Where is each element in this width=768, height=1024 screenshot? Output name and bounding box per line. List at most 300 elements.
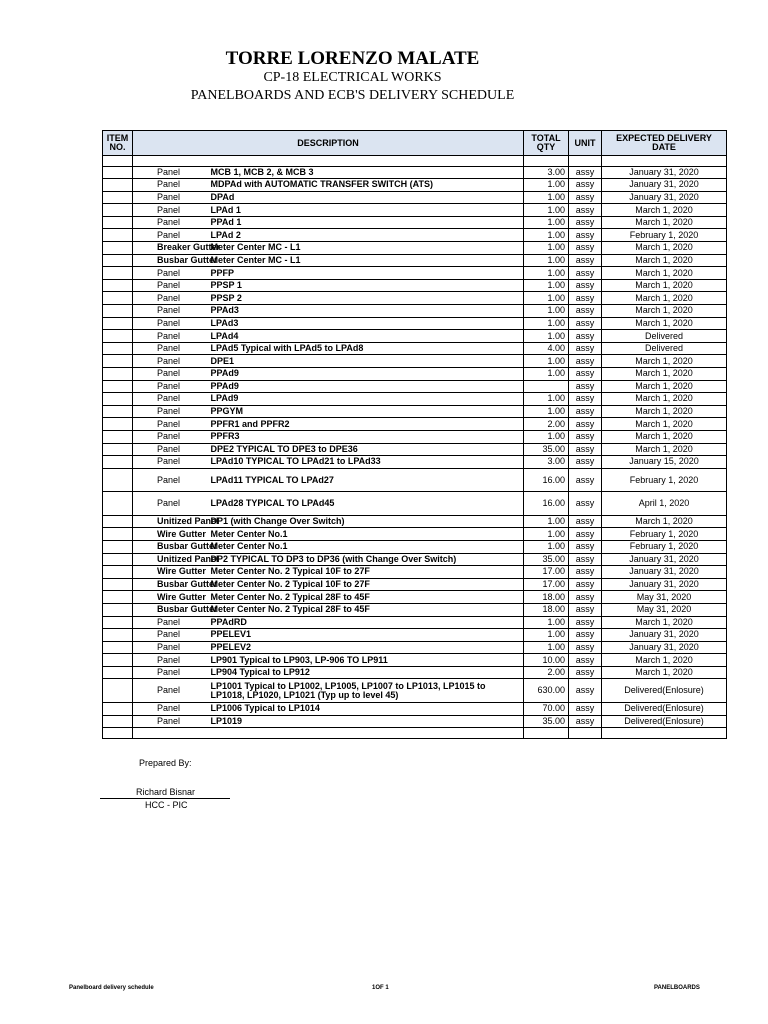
qty-cell: 1.00 (524, 393, 569, 406)
description-cell: Meter Center No. 2 Typical 10F to 27F (208, 578, 524, 591)
category-cell: Unitized Panel (133, 515, 208, 528)
table-row (103, 317, 727, 330)
category-cell: Panel (133, 430, 208, 443)
unit-cell: assy (569, 715, 602, 728)
category-cell: Panel (133, 468, 208, 492)
category-cell: Panel (133, 641, 208, 654)
qty-cell (524, 380, 569, 393)
table-row (103, 380, 727, 393)
item-no-cell (103, 380, 133, 393)
unit-cell: assy (569, 305, 602, 318)
item-no-cell (103, 553, 133, 566)
unit-cell: assy (569, 641, 602, 654)
category-cell: Panel (133, 279, 208, 292)
qty-cell: 10.00 (524, 654, 569, 667)
unit-cell: assy (569, 405, 602, 418)
item-no-cell (103, 292, 133, 305)
unit-cell: assy (569, 629, 602, 642)
table-row (103, 666, 727, 679)
qty-cell: 1.00 (524, 629, 569, 642)
delivery-date-cell: February 1, 2020 (602, 540, 727, 553)
item-no-cell (103, 216, 133, 229)
table-row (103, 254, 727, 267)
description-cell: Meter Center MC - L1 (208, 254, 524, 267)
delivery-date-cell: January 15, 2020 (602, 456, 727, 469)
delivery-date-cell: January 31, 2020 (602, 566, 727, 579)
table-row (103, 418, 727, 431)
delivery-date-cell: Delivered(Enlosure) (602, 715, 727, 728)
delivery-date-cell: May 31, 2020 (602, 603, 727, 616)
delivery-date-cell: February 1, 2020 (602, 528, 727, 541)
unit-cell: assy (569, 702, 602, 715)
item-no-cell (103, 267, 133, 280)
table-body (103, 156, 727, 739)
qty-cell: 1.00 (524, 254, 569, 267)
description-cell: LP1006 Typical to LP1014 (208, 702, 524, 715)
table-row (103, 191, 727, 204)
description-cell: DP1 (with Change Over Switch) (208, 515, 524, 528)
description-cell: LPAd9 (208, 393, 524, 406)
table-row (103, 654, 727, 667)
unit-cell: assy (569, 654, 602, 667)
qty-cell: 3.00 (524, 456, 569, 469)
unit-cell: assy (569, 355, 602, 368)
delivery-date-cell: January 31, 2020 (602, 553, 727, 566)
unit-cell: assy (569, 666, 602, 679)
unit-cell: assy (569, 456, 602, 469)
qty-cell: 2.00 (524, 418, 569, 431)
item-no-cell (103, 229, 133, 242)
item-no-cell (103, 355, 133, 368)
description-cell: LP904 Typical to LP912 (208, 666, 524, 679)
delivery-date-cell: March 1, 2020 (602, 355, 727, 368)
category-cell: Panel (133, 380, 208, 393)
item-no-cell (103, 566, 133, 579)
qty-cell: 1.00 (524, 330, 569, 343)
qty-cell: 1.00 (524, 405, 569, 418)
delivery-date-cell: March 1, 2020 (602, 405, 727, 418)
item-no-cell (103, 715, 133, 728)
category-cell: Busbar Gutter (133, 578, 208, 591)
table-row (103, 267, 727, 280)
delivery-date-cell: March 1, 2020 (602, 242, 727, 255)
qty-cell: 70.00 (524, 702, 569, 715)
category-cell: Panel (133, 330, 208, 343)
qty-cell: 3.00 (524, 166, 569, 179)
description-cell: PPAd 1 (208, 216, 524, 229)
qty-cell: 1.00 (524, 540, 569, 553)
description-cell: PPFR3 (208, 430, 524, 443)
delivery-date-cell: March 1, 2020 (602, 204, 727, 217)
delivery-date-cell: March 1, 2020 (602, 443, 727, 456)
category-cell: Breaker Gutter (133, 242, 208, 255)
description-cell: Meter Center No. 2 Typical 10F to 27F (208, 566, 524, 579)
qty-cell: 1.00 (524, 355, 569, 368)
description-cell: LPAd3 (208, 317, 524, 330)
delivery-date-cell: March 1, 2020 (602, 666, 727, 679)
item-no-cell (103, 492, 133, 516)
description-cell: PPAdRD (208, 616, 524, 629)
delivery-date-cell: March 1, 2020 (602, 254, 727, 267)
table-row (103, 216, 727, 229)
delivery-date-cell: February 1, 2020 (602, 468, 727, 492)
table-row (103, 279, 727, 292)
table-row (103, 166, 727, 179)
delivery-date-cell: March 1, 2020 (602, 267, 727, 280)
document-subtitle: CP-18 ELECTRICAL WORKS (263, 70, 442, 85)
description-cell: Meter Center No. 2 Typical 28F to 45F (208, 591, 524, 604)
category-cell: Panel (133, 715, 208, 728)
table-row (103, 553, 727, 566)
unit-cell: assy (569, 578, 602, 591)
unit-cell: assy (569, 430, 602, 443)
item-no-cell (103, 528, 133, 541)
qty-cell: 4.00 (524, 342, 569, 355)
delivery-date-cell: Delivered (602, 330, 727, 343)
delivery-date-cell: March 1, 2020 (602, 368, 727, 381)
table-row (103, 540, 727, 553)
description-cell: PPFR1 and PPFR2 (208, 418, 524, 431)
unit-cell: assy (569, 393, 602, 406)
table-row (103, 229, 727, 242)
delivery-date-cell: April 1, 2020 (602, 492, 727, 516)
table-row (103, 629, 727, 642)
description-cell: DPAd (208, 191, 524, 204)
delivery-date-cell: January 31, 2020 (602, 166, 727, 179)
table-row (103, 679, 727, 703)
qty-cell: 1.00 (524, 368, 569, 381)
item-no-cell (103, 629, 133, 642)
category-cell: Panel (133, 317, 208, 330)
description-cell: PPAd3 (208, 305, 524, 318)
delivery-date-cell: January 31, 2020 (602, 578, 727, 591)
category-cell: Panel (133, 292, 208, 305)
item-no-cell (103, 515, 133, 528)
delivery-date-cell: January 31, 2020 (602, 629, 727, 642)
table-row (103, 368, 727, 381)
qty-cell: 35.00 (524, 715, 569, 728)
table-row (103, 515, 727, 528)
item-no-cell (103, 591, 133, 604)
unit-cell: assy (569, 553, 602, 566)
qty-cell: 1.00 (524, 616, 569, 629)
col-unit: UNIT (569, 131, 602, 156)
unit-cell: assy (569, 242, 602, 255)
category-cell: Panel (133, 666, 208, 679)
category-cell: Panel (133, 629, 208, 642)
category-cell: Panel (133, 216, 208, 229)
unit-cell: assy (569, 368, 602, 381)
description-cell: PPSP 2 (208, 292, 524, 305)
category-cell: Panel (133, 204, 208, 217)
col-total-qty: TOTAL QTY (524, 131, 569, 156)
qty-cell: 1.00 (524, 229, 569, 242)
qty-cell: 1.00 (524, 305, 569, 318)
item-no-cell (103, 456, 133, 469)
qty-cell: 18.00 (524, 591, 569, 604)
preparer-name: Richard Bisnar (136, 787, 196, 797)
item-no-cell (103, 418, 133, 431)
description-cell: Meter Center No.1 (208, 528, 524, 541)
item-no-cell (103, 468, 133, 492)
table-row (103, 330, 727, 343)
category-cell: Panel (133, 492, 208, 516)
table-row (103, 204, 727, 217)
item-no-cell (103, 430, 133, 443)
unit-cell: assy (569, 267, 602, 280)
category-cell: Panel (133, 179, 208, 192)
qty-cell: 1.00 (524, 204, 569, 217)
category-cell: Busbar Gutter (133, 254, 208, 267)
description-cell: LPAd5 Typical with LPAd5 to LPAd8 (208, 342, 524, 355)
description-cell: PPFP (208, 267, 524, 280)
unit-cell: assy (569, 229, 602, 242)
unit-cell: assy (569, 528, 602, 541)
table-row (103, 443, 727, 456)
table-row (103, 528, 727, 541)
unit-cell: assy (569, 679, 602, 703)
preparer-role: HCC - PIC (145, 800, 188, 810)
item-no-cell (103, 616, 133, 629)
qty-cell: 35.00 (524, 443, 569, 456)
qty-cell: 16.00 (524, 468, 569, 492)
description-cell: LPAd 2 (208, 229, 524, 242)
unit-cell: assy (569, 515, 602, 528)
qty-cell: 17.00 (524, 566, 569, 579)
unit-cell: assy (569, 603, 602, 616)
unit-cell: assy (569, 254, 602, 267)
qty-cell: 2.00 (524, 666, 569, 679)
delivery-date-cell: March 1, 2020 (602, 380, 727, 393)
unit-cell: assy (569, 342, 602, 355)
qty-cell: 1.00 (524, 430, 569, 443)
table-row (103, 405, 727, 418)
unit-cell: assy (569, 191, 602, 204)
item-no-cell (103, 666, 133, 679)
description-cell: PPELEV2 (208, 641, 524, 654)
item-no-cell (103, 179, 133, 192)
unit-cell: assy (569, 591, 602, 604)
item-no-cell (103, 578, 133, 591)
description-cell: LP1001 Typical to LP1002, LP1005, LP1007 to LP1013, LP1015 to LP1018, LP1020, LP1021 (Typ up to level 45) (208, 679, 524, 703)
description-cell: MCB 1, MCB 2, & MCB 3 (208, 166, 524, 179)
item-no-cell (103, 603, 133, 616)
category-cell: Panel (133, 702, 208, 715)
qty-cell: 1.00 (524, 515, 569, 528)
category-cell: Panel (133, 166, 208, 179)
blank-row (103, 156, 727, 167)
category-cell: Busbar Gutter (133, 540, 208, 553)
table-row (103, 641, 727, 654)
item-no-cell (103, 330, 133, 343)
item-no-cell (103, 305, 133, 318)
table-row (103, 616, 727, 629)
col-item-no: ITEM NO. (103, 131, 133, 156)
qty-cell: 17.00 (524, 578, 569, 591)
item-no-cell (103, 242, 133, 255)
unit-cell: assy (569, 540, 602, 553)
unit-cell: assy (569, 380, 602, 393)
delivery-date-cell: March 1, 2020 (602, 393, 727, 406)
description-cell: DPE2 TYPICAL TO DPE3 to DPE36 (208, 443, 524, 456)
description-cell: Meter Center No.1 (208, 540, 524, 553)
col-expected-delivery: EXPECTED DELIVERY DATE (602, 131, 727, 156)
table-row (103, 242, 727, 255)
delivery-date-cell: Delivered(Enlosure) (602, 702, 727, 715)
item-no-cell (103, 166, 133, 179)
qty-cell: 35.00 (524, 553, 569, 566)
delivery-date-cell: March 1, 2020 (602, 515, 727, 528)
qty-cell: 1.00 (524, 292, 569, 305)
blank-row (103, 728, 727, 739)
description-cell: DP2 TYPICAL TO DP3 to DP36 (with Change Over Switch) (208, 553, 524, 566)
delivery-date-cell: January 31, 2020 (602, 179, 727, 192)
delivery-date-cell: May 31, 2020 (602, 591, 727, 604)
category-cell: Panel (133, 342, 208, 355)
table-row (103, 702, 727, 715)
description-cell: LPAd4 (208, 330, 524, 343)
qty-cell: 18.00 (524, 603, 569, 616)
unit-cell: assy (569, 492, 602, 516)
col-description: DESCRIPTION (133, 131, 524, 156)
unit-cell: assy (569, 418, 602, 431)
category-cell: Panel (133, 393, 208, 406)
item-no-cell (103, 654, 133, 667)
category-cell: Panel (133, 679, 208, 703)
description-cell: LPAd 1 (208, 204, 524, 217)
qty-cell: 1.00 (524, 267, 569, 280)
qty-cell: 1.00 (524, 528, 569, 541)
table-row (103, 603, 727, 616)
item-no-cell (103, 317, 133, 330)
category-cell: Busbar Gutter (133, 603, 208, 616)
description-cell: PPAd9 (208, 368, 524, 381)
delivery-date-cell: March 1, 2020 (602, 418, 727, 431)
table-row (103, 342, 727, 355)
delivery-schedule-table (102, 130, 727, 739)
category-cell: Wire Gutter (133, 528, 208, 541)
unit-cell: assy (569, 292, 602, 305)
item-no-cell (103, 540, 133, 553)
table-row (103, 578, 727, 591)
item-no-cell (103, 191, 133, 204)
delivery-date-cell: March 1, 2020 (602, 654, 727, 667)
description-cell: LPAd28 TYPICAL TO LPAd45 (208, 492, 524, 516)
delivery-date-cell: March 1, 2020 (602, 430, 727, 443)
category-cell: Panel (133, 456, 208, 469)
qty-cell: 1.00 (524, 242, 569, 255)
qty-cell: 1.00 (524, 216, 569, 229)
category-cell: Panel (133, 443, 208, 456)
category-cell: Panel (133, 355, 208, 368)
table-row (103, 566, 727, 579)
item-no-cell (103, 204, 133, 217)
description-cell: PPELEV1 (208, 629, 524, 642)
signature-line (100, 798, 230, 799)
qty-cell: 1.00 (524, 641, 569, 654)
description-cell: LPAd11 TYPICAL TO LPAd27 (208, 468, 524, 492)
qty-cell: 16.00 (524, 492, 569, 516)
document-title: TORRE LORENZO MALATE (225, 48, 480, 69)
category-cell: Unitized Panel (133, 553, 208, 566)
footer-page-number: 1OF 1 (372, 985, 389, 991)
item-no-cell (103, 443, 133, 456)
category-cell: Panel (133, 418, 208, 431)
table-row (103, 305, 727, 318)
item-no-cell (103, 254, 133, 267)
category-cell: Panel (133, 616, 208, 629)
description-cell: Meter Center No. 2 Typical 28F to 45F (208, 603, 524, 616)
category-cell: Panel (133, 654, 208, 667)
table-row (103, 591, 727, 604)
table-row (103, 492, 727, 516)
delivery-date-cell: March 1, 2020 (602, 305, 727, 318)
category-cell: Panel (133, 368, 208, 381)
category-cell: Wire Gutter (133, 566, 208, 579)
table-row (103, 430, 727, 443)
description-cell: PPGYM (208, 405, 524, 418)
qty-cell: 1.00 (524, 279, 569, 292)
schedule-title: PANELBOARDS AND ECB'S DELIVERY SCHEDULE (190, 88, 515, 103)
table-row (103, 355, 727, 368)
delivery-date-cell: March 1, 2020 (602, 216, 727, 229)
item-no-cell (103, 368, 133, 381)
unit-cell: assy (569, 204, 602, 217)
description-cell: MDPAd with AUTOMATIC TRANSFER SWITCH (ATS) (208, 179, 524, 192)
unit-cell: assy (569, 443, 602, 456)
unit-cell: assy (569, 216, 602, 229)
table-row (103, 179, 727, 192)
description-cell: DPE1 (208, 355, 524, 368)
description-cell: PPAd9 (208, 380, 524, 393)
item-no-cell (103, 342, 133, 355)
unit-cell: assy (569, 179, 602, 192)
delivery-date-cell: January 31, 2020 (602, 641, 727, 654)
unit-cell: assy (569, 330, 602, 343)
category-cell: Panel (133, 267, 208, 280)
qty-cell: 630.00 (524, 679, 569, 703)
qty-cell: 1.00 (524, 317, 569, 330)
footer-left: Panelboard delivery schedule (69, 985, 154, 991)
description-cell: PPSP 1 (208, 279, 524, 292)
unit-cell: assy (569, 566, 602, 579)
item-no-cell (103, 679, 133, 703)
description-cell: LP901 Typical to LP903, LP-906 TO LP911 (208, 654, 524, 667)
delivery-date-cell: January 31, 2020 (602, 191, 727, 204)
description-cell: LPAd10 TYPICAL TO LPAd21 to LPAd33 (208, 456, 524, 469)
item-no-cell (103, 279, 133, 292)
category-cell: Panel (133, 229, 208, 242)
table-header-row (103, 131, 727, 156)
table-row (103, 715, 727, 728)
delivery-date-cell: Delivered (602, 342, 727, 355)
unit-cell: assy (569, 468, 602, 492)
category-cell: Panel (133, 405, 208, 418)
qty-cell: 1.00 (524, 179, 569, 192)
delivery-date-cell: March 1, 2020 (602, 279, 727, 292)
delivery-date-cell: March 1, 2020 (602, 292, 727, 305)
description-cell: Meter Center MC - L1 (208, 242, 524, 255)
item-no-cell (103, 405, 133, 418)
delivery-date-cell: March 1, 2020 (602, 317, 727, 330)
item-no-cell (103, 393, 133, 406)
category-cell: Panel (133, 305, 208, 318)
table-row (103, 292, 727, 305)
item-no-cell (103, 641, 133, 654)
qty-cell: 1.00 (524, 191, 569, 204)
unit-cell: assy (569, 616, 602, 629)
unit-cell: assy (569, 166, 602, 179)
